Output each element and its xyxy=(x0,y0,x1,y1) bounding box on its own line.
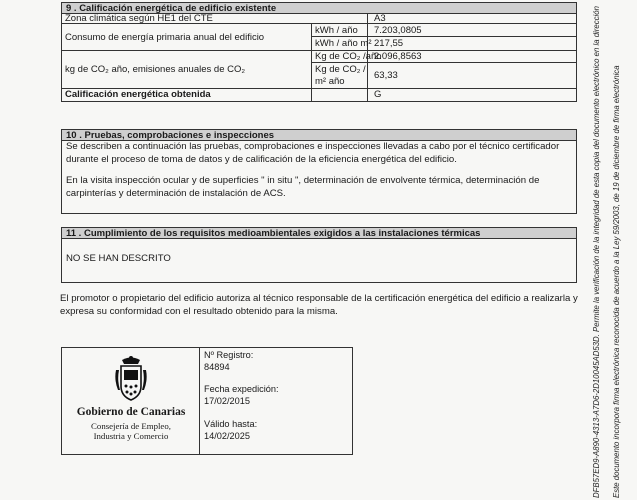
co2-label: kg de CO₂ año, emisiones anuales de CO₂ xyxy=(62,51,312,89)
section10-title: 10 . Pruebas, comprobaciones e inspecciones xyxy=(61,129,577,141)
authorization-text: El promotor o propietario del edificio autoriza al técnico responsable de la certificación energética del edificio a realizarla y expresa su conformidad con el resultado obtenido para la misma. xyxy=(60,293,578,317)
section11-body xyxy=(61,238,577,283)
co2-val1: 2.096,8563 xyxy=(368,51,576,63)
valid-label: Válido hasta: xyxy=(204,419,258,429)
section10-body xyxy=(61,140,577,214)
issue-value: 17/02/2015 xyxy=(204,396,250,406)
co2-unit2: Kg de CO₂ / m² año xyxy=(312,63,368,89)
energy-unit2: kWh / año m² xyxy=(312,37,368,51)
energy-val1: 7.203,0805 xyxy=(368,24,576,37)
co2-unit1: Kg de CO₂ /año xyxy=(312,51,368,63)
reg-value: 84894 xyxy=(204,362,230,372)
section9-title: 9 . Calificación energética de edificio existente xyxy=(61,2,577,14)
valid-value: 14/02/2025 xyxy=(204,431,250,441)
issue-label: Fecha expedición: xyxy=(204,384,279,394)
rating-spacer xyxy=(312,89,368,101)
climate-label: Zona climática según HE1 del CTE xyxy=(62,14,368,24)
reg-label: Nº Registro: xyxy=(204,350,254,360)
dept-line2: Industria y Comercio xyxy=(93,431,169,441)
section9-table xyxy=(61,13,577,102)
energy-val2: 217,55 xyxy=(368,37,576,51)
energy-unit1: kWh / año xyxy=(312,24,368,37)
section10-para2: En la visita inspección ocular y de superficies " in situ ", determinación de envolvente térmica, determinación de carpinterías y determinación de instalación de ACS. xyxy=(66,175,540,199)
co2-val2: 63,33 xyxy=(368,63,576,89)
section11-title: 11 . Cumplimiento de los requisitos medioambientales exigidos a las instalaciones térmicas xyxy=(61,227,577,239)
rating-value: G xyxy=(374,89,382,100)
energy-label: Consumo de energía primaria anual del edificio xyxy=(62,24,312,51)
climate-value: A3 xyxy=(368,14,576,24)
coat-of-arms-icon xyxy=(114,356,148,402)
side-verification-text-1: DFB57ED9-A890-4313-A7D6-2D10045AD53D. Permite la verificación de la integridad de esta copia del documento electrónico en la dirección xyxy=(592,6,601,498)
section10-para1: Se describen a continuación las pruebas, comprobaciones e inspecciones llevadas a cabo por el técnico certificador durante el proceso de toma de datos y de calificación de la eficiencia energética del edificio. xyxy=(66,141,560,165)
dept-line1: Consejería de Empleo, xyxy=(91,421,171,431)
registry-box xyxy=(61,347,353,455)
section11-text: NO SE HAN DESCRITO xyxy=(66,253,171,264)
side-verification-text-2: Este documento incorpora firma electrónica reconocida de acuerdo a la Ley 59/2003, de 19 de diciembre de firma electrónica xyxy=(612,65,621,498)
registry-divider xyxy=(199,348,200,454)
org-name: Gobierno de Canarias xyxy=(76,406,186,418)
rating-label: Calificación energética obtenida xyxy=(62,89,312,101)
